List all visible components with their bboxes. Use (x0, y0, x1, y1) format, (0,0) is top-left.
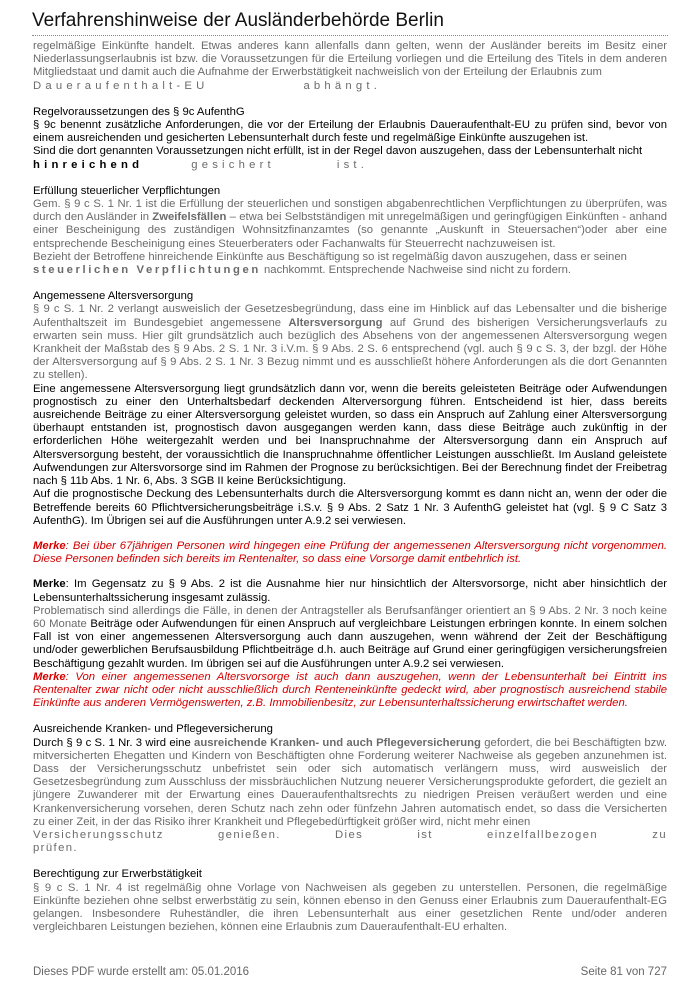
merke-note: Merke: Im Gegensatz zu § 9 Abs. 2 ist die Ausnahme hier nur hinsichtlich der Altersvorsorge, nicht aber hinsichtlich der Lebensunterhaltssicherung insgesamt zulässig. (33, 578, 667, 604)
paragraph: Gem. § 9 c S. 1 Nr. 1 ist die Erfüllung der steuerlichen und sonstigen abgabenrechtlichen Verpflichtungen zu überprüfen, was durch den Ausländer in Zweifelsfällen – etwa bei Selbstständigen mit unregelmäßigen und geringfügigen Einkünften - anhand einer Bescheinigung des zuständigen Wohnsitzfinanzamtes (so genannte „Auskunft in Steuersachen“)oder aber eine entsprechende Bescheinigung eines Steuerberaters oder Fachanwalts für Steuerrecht nachzuweisen ist. (33, 198, 667, 250)
page-header (32, 10, 668, 36)
created-date: Dieses PDF wurde erstellt am: 05.01.2016 (33, 966, 250, 978)
paragraph: Sind die dort genannten Voraussetzungen nicht erfüllt, ist in der Regel davon auszugehen, dass der Lebensunterhalt nicht hinreichend gesichert ist. (33, 145, 643, 171)
paragraph: Durch § 9 c S. 1 Nr. 3 wird eine ausreichende Kranken- und auch Pflegeversicherung gefordert, die bei Beschäftigten bzw. mitversicherten Ehegatten und Kindern von Beschäftigten ohne Forderung weiterer Nachweise als gegeben anzunehmen ist. Dass der Versicherungsschutz unbefristet sein oder sich automatisch verlängern muss, wird ausweislich der Gesetzesbegründung zum Ausschluss der missbräuchlichen Nutzung neuerer Versicherungsprodukte gefordert, die gezielt an jüngere Zuwanderer mit der Erwartung eines Daueraufenthaltsrechts zu niedrigen Preisen veräußert werden und eine Krankenversicherung vorsehen, deren Schutz nach zehn oder fünfzehn Jahren automatisch endet, so dass die Versicherten zu einer Zeit, in der das Risiko ihrer Krankheit und Pflegebedürftigkeit größer wird, nicht mehr einen Versicherungsschutz genießen. Dies ist einzelfallbezogen zu prüfen. (33, 736, 667, 855)
merke-note: Merke: Bei über 67jährigen Personen wird hingegen eine Prüfung der angemessenen Altersversorgung nicht vorgenommen. Diese Personen befinden sich bereits im Rentenalter, so dass eine Vorsorge damit entbehrlich ist. (33, 539, 667, 566)
page-footer (33, 966, 667, 978)
paragraph: § 9 c S. 1 Nr. 2 verlangt ausweislich der Gesetzesbegründung, dass eine im Hinblick auf das Lebensalter und die bisherige Aufenthaltszeit im Bundesgebiet angemessene Altersversorgung auf Grund des bisherigen Versicherungsverlaufs zu erwarten sein muss. Hier gilt grundsätzlich auch bezüglich des Absehens von der angemessenen Altersversorgung wegen Krankheit der Maßstab des § 9 Abs. 2 S. 1 Nr. 3 i.V.m. § 9 Abs. 2 S. 6 entsprechend (vgl. auch § 9 c S. 3, der bzgl. der Höhe der Altersversorgung auf § 9 Abs. 2 S. 1 Nr. 3 Bezug nimmt und es ausschließt höhere Anforderungen als die dort Genannten zu stellen). (33, 303, 667, 382)
page-number: Seite 81 von 727 (580, 966, 667, 978)
section-heading-steuer: Erfüllung steuerlicher Verpflichtungen (33, 184, 221, 197)
paragraph: Auf die prognostische Deckung des Lebensunterhalts durch die Altersversorgung kommt es dann nicht an, wenn der oder die Betreffende bereits 60 Pflichtversicherungsbeiträge i.S.v. § 9 Abs. 2 Satz 1 Nr. 3 AufenthG geleistet hat (vgl. § 9 C Satz 3 AufenthG). Im Übrigen sei auf die Ausführungen unter A.9.2 sei verwiesen. (33, 488, 667, 527)
document-body (33, 40, 667, 934)
paragraph: § 9 c S. 1 Nr. 4 ist regelmäßig ohne Vorlage von Nachweisen als gegeben zu unterstellen. Personen, die regelmäßige Einkünfte beziehen ohne selbst erwerbstätig zu sein, können ebenso in den Genuss einer Erlaubnis zum Daueraufenthalt-EG gelangen. Insbesondere Ruheständler, die ihren Lebensunterhalt aus einer gesetzlichen Rente und/oder anderen vergleichbaren Leistungen beziehen, können eine Erlaubnis zum Daueraufenthalt-EU erhalten. (33, 881, 667, 934)
section-heading-regelvoraussetzungen: Regelvoraussetzungen des § 9c AufenthG (33, 105, 245, 118)
section-heading-erwerbstaetigkeit: Berechtigung zur Erwerbstätigkeit (33, 868, 202, 881)
paragraph: Bezieht der Betroffene hinreichende Einkünfte aus Beschäftigung so ist regelmäßig davon auszugehen, dass er seinen steuerlichen Verpflichtungen nachkommt. Entsprechende Nachweise sind nicht zu fordern. (33, 250, 627, 277)
page-title: Verfahrenshinweise der Ausländerbehörde Berlin (32, 10, 444, 31)
section-heading-krankenversicherung: Ausreichende Kranken- und Pflegeversicherung (33, 723, 273, 736)
paragraph: Eine angemessene Altersversorgung liegt grundsätzlich dann vor, wenn die bereits geleisteten Beiträge oder Aufwendungen prognostisch zu einer den Unterhaltsbedarf deckenden Alterversorgung führen. Entscheidend ist hier, dass bereits ausreichende Beiträge zu einer Altersversorgung geleistet wurden, so dass ein Anspruch auf Zahlung einer Altersversorgung überhaupt entstanden ist, prognostisch davon ausgegangen werden kann, dass diese Beiträge auch zukünftig in der erforderlichen Höhe weitergezahlt werden und bei Inanspruchnahme der Altersversorgung dann ein Anspruch auf Altersversorgung besteht, der voraussichtlich die Inanspruchnahme öffentlicher Leistungen ausschließt. Im Ausland geleistete Aufwendungen zur Altersvorsorge sind im Rahmen der Prognose zu berücksichtigen. Bei der Berechnung findet der Freibetrag nach § 11b Abs. 1 Nr. 6, Abs. 3 SGB II keine Berücksichtigung. (33, 382, 667, 488)
paragraph: § 9c benennt zusätzliche Anforderungen, die vor der Erteilung der Erlaubnis Daueraufenthalt-EU zu prüfen sind, bevor von einem ausreichenden und gesicherten Lebensunterhalt durch feste und regelmäßige Einkünfte auszugehen ist. (33, 119, 667, 145)
paragraph: Problematisch sind allerdings die Fälle, in denen der Antragsteller als Berufsanfänger orientiert an § 9 Abs. 2 Nr. 3 noch keine 60 Monate Beiträge oder Aufwendungen für einen Anspruch auf vergleichbare Leistungen erbringen konnte. In einem solchen Fall ist von einer angemessenen Altersversorgung auch dann auszugehen, wenn während der Zeit der Beschäftigung und/oder gewerblichen Berufsausbildung Pflichtbeiträge d.h. auch Beiträge auf Grund einer geringfügigen versicherungsfreien Beschäftigung gezahlt wurden. Im übrigen sei auf die Ausführungen unter A.9.2 sei verwiesen. (33, 604, 667, 670)
section-heading-altersversorgung: Angemessene Altersversorgung (33, 290, 194, 303)
intro-paragraph: regelmäßige Einkünfte handelt. Etwas anderes kann allenfalls dann gelten, wenn der Ausländer bereits im Besitz einer Niederlassungserlaubnis ist bzw. die Voraussetzungen für die Erteilung vorliegen und die Erteilung des Titels in dem anderen Mitgliedstaat und damit auch die Aufnahme der Erwerbstätigkeit nachweislich von der Erteilung der Erlaubnis zum Daueraufenthalt-EU abhängt. (33, 40, 667, 92)
merke-note: Merke: Von einer angemessenen Altersvorsorge ist auch dann auszugehen, wenn der Lebensunterhalt bei Eintritt ins Rentenalter zwar nicht oder nicht ausschließlich durch Renteneinkünfte gedeckt wird, aber prognostisch ausreichend stabile Einkünfte aus anderen Vermögenswerten, z.B. Immobilienbesitz, zur Lebensunterhaltssicherung erwirtschaftet werden. (33, 670, 667, 710)
